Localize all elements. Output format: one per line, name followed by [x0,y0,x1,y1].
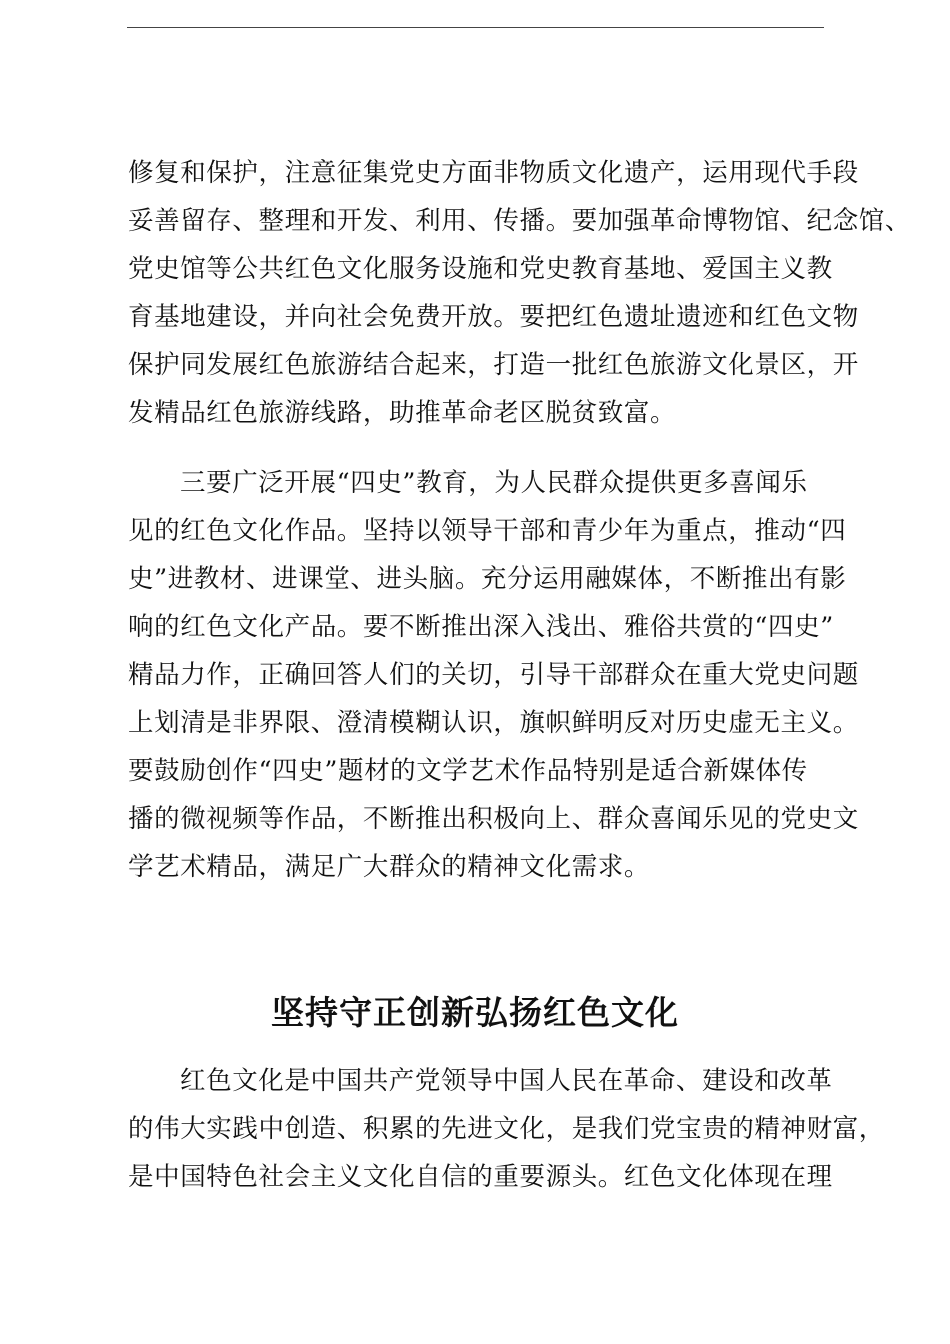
text-line: 发精品红色旅游线路，助推革命老区脱贫致富。 [128,398,677,428]
text-line: 党史馆等公共红色文化服务设施和党史教育基地、爱国主义教 [128,254,833,284]
text-line: 上划清是非界限、澄清模糊认识，旗帜鲜明反对历史虚无主义。 [128,708,859,738]
text-line: 妥善留存、整理和开发、利用、传播。要加强革命博物馆、纪念馆、 [128,206,912,236]
text-line: 精品力作，正确回答人们的关切，引导干部群众在重大党史问题 [128,660,859,690]
text-line: 三要广泛开展“四史”教育，为人民群众提供更多喜闻乐 [180,468,808,498]
header-rule [127,27,824,28]
text-line: 红色文化是中国共产党领导中国人民在革命、建设和改革 [180,1066,833,1096]
text-line: 的伟大实践中创造、积累的先进文化，是我们党宝贵的精神财富， [128,1114,885,1144]
text-line: 要鼓励创作“四史”题材的文学艺术作品特别是适合新媒体传 [128,756,808,786]
text-line: 见的红色文化作品。坚持以领导干部和青少年为重点，推动“四 [128,516,847,546]
text-line: 学艺术精品，满足广大群众的精神文化需求。 [128,852,651,882]
text-line: 保护同发展红色旅游结合起来，打造一批红色旅游文化景区，开 [128,350,859,380]
text-line: 播的微视频等作品，不断推出积极向上、群众喜闻乐见的党史文 [128,804,859,834]
text-line: 史”进教材、进课堂、进头脑。充分运用融媒体，不断推出有影 [128,564,847,594]
section-title: 坚持守正创新弘扬红色文化 [271,993,679,1032]
text-line: 育基地建设，并向社会免费开放。要把红色遗址遗迹和红色文物 [128,302,859,332]
text-line: 修复和保护，注意征集党史方面非物质文化遗产，运用现代手段 [128,158,859,188]
text-line: 是中国特色社会主义文化自信的重要源头。红色文化体现在理 [128,1162,833,1192]
text-line: 响的红色文化产品。要不断推出深入浅出、雅俗共赏的“四史” [128,612,834,642]
